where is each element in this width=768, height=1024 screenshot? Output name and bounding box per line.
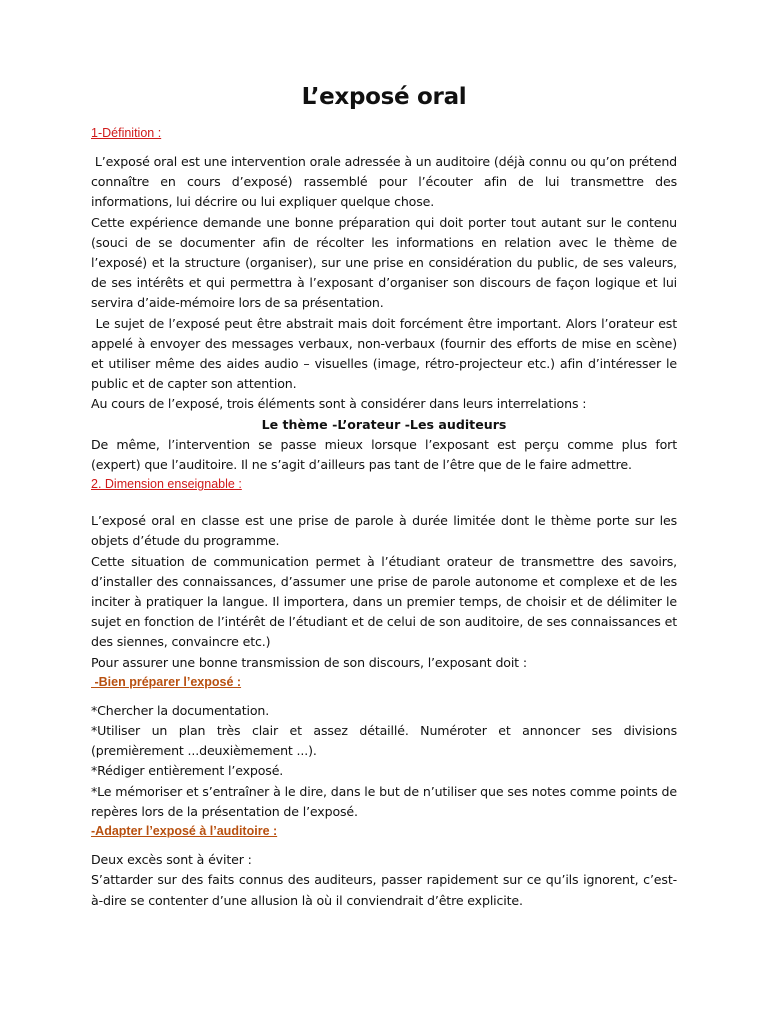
list-item: *Rédiger entièrement l’exposé. — [91, 763, 284, 779]
paragraph: Au cours de l’exposé, trois éléments sont à considérer dans leurs interrelations : — [91, 396, 587, 412]
section-heading-definition: 1-Définition : — [91, 126, 162, 140]
paragraph: L’exposé oral en classe est une prise de parole à durée limitée dont le thème porte sur les objets d’étude du programme. — [91, 513, 677, 549]
page-title: L’exposé oral — [301, 84, 467, 110]
list-item: *Chercher la documentation. — [91, 702, 270, 718]
list-item: *Le mémoriser et s’entraîner à le dire, dans le but de n’utiliser que ses notes comme points de repères lors de la présentation de l’exposé. — [91, 783, 677, 819]
list-item: *Utiliser un plan très clair et assez détaillé. Numéroter et annoncer ses divisions (premièrement ...deuxièmement ...). — [91, 723, 677, 759]
subheading-prepare: -Bien préparer l’exposé : — [91, 674, 242, 689]
paragraph: Deux excès sont à éviter : — [91, 852, 252, 868]
subheading-adapt: -Adapter l’exposé à l’auditoire : — [91, 824, 278, 839]
paragraph: Cette expérience demande une bonne préparation qui doit porter tout autant sur le contenu (souci de se documenter afin de récolter les informations en relation avec le thème de l’exposé) et la structure (organiser), sur une prise en considération du public, de ses valeurs, de ses intérêts et qui permettra à l’exposant d’organiser son discours de façon logique et lui servira d’aide-mémoire lors de sa présentation. — [91, 214, 677, 311]
paragraph: Cette situation de communication permet à l’étudiant orateur de transmettre des savoirs, d’installer des connaissances, d’assumer une prise de parole autonome et complexe et de les inciter à pratiquer la langue. Il importera, dans un premier temps, de choisir et de délimiter le sujet en fonction de l’intérêt de l’étudiant et de celui de son auditoire, de ses connaissances et des siennes, convaincre etc.) — [91, 553, 677, 650]
paragraph: Pour assurer une bonne transmission de son discours, l’exposant doit : — [91, 654, 527, 670]
centered-bold-line: Le thème -L’orateur -Les auditeurs — [261, 416, 507, 432]
paragraph: Le sujet de l’exposé peut être abstrait mais doit forcément être important. Alors l’orateur est appelé à envoyer des messages verbaux, non-verbaux (fournir des efforts de mise en scène) et utiliser même des aides audio – visuelles (image, rétro-projecteur etc.) afin d’intéresser le public et de capter son attention. — [91, 315, 681, 392]
paragraph: L’exposé oral est une intervention orale adressée à un auditoire (déjà connu ou qu’on prétend connaître en cours d’exposé) rassemblé pour l’écouter afin de lui transmettre des informations, lui décrire ou lui expliquer quelque chose. — [91, 154, 681, 210]
paragraph: De même, l’intervention se passe mieux lorsque l’exposant est perçu comme plus fort (expert) que l’auditoire. Il ne s’agit d’ailleurs pas tant de l’être que de le faire admettre. — [91, 436, 677, 473]
paragraph: S’attarder sur des faits connus des auditeurs, passer rapidement sur ce qu’ils ignorent, c’est-à-dire se contenter d’une allusion là où il conviendrait d’être explicite. — [91, 872, 677, 908]
section-heading-dimension: 2. Dimension enseignable : — [91, 477, 242, 492]
